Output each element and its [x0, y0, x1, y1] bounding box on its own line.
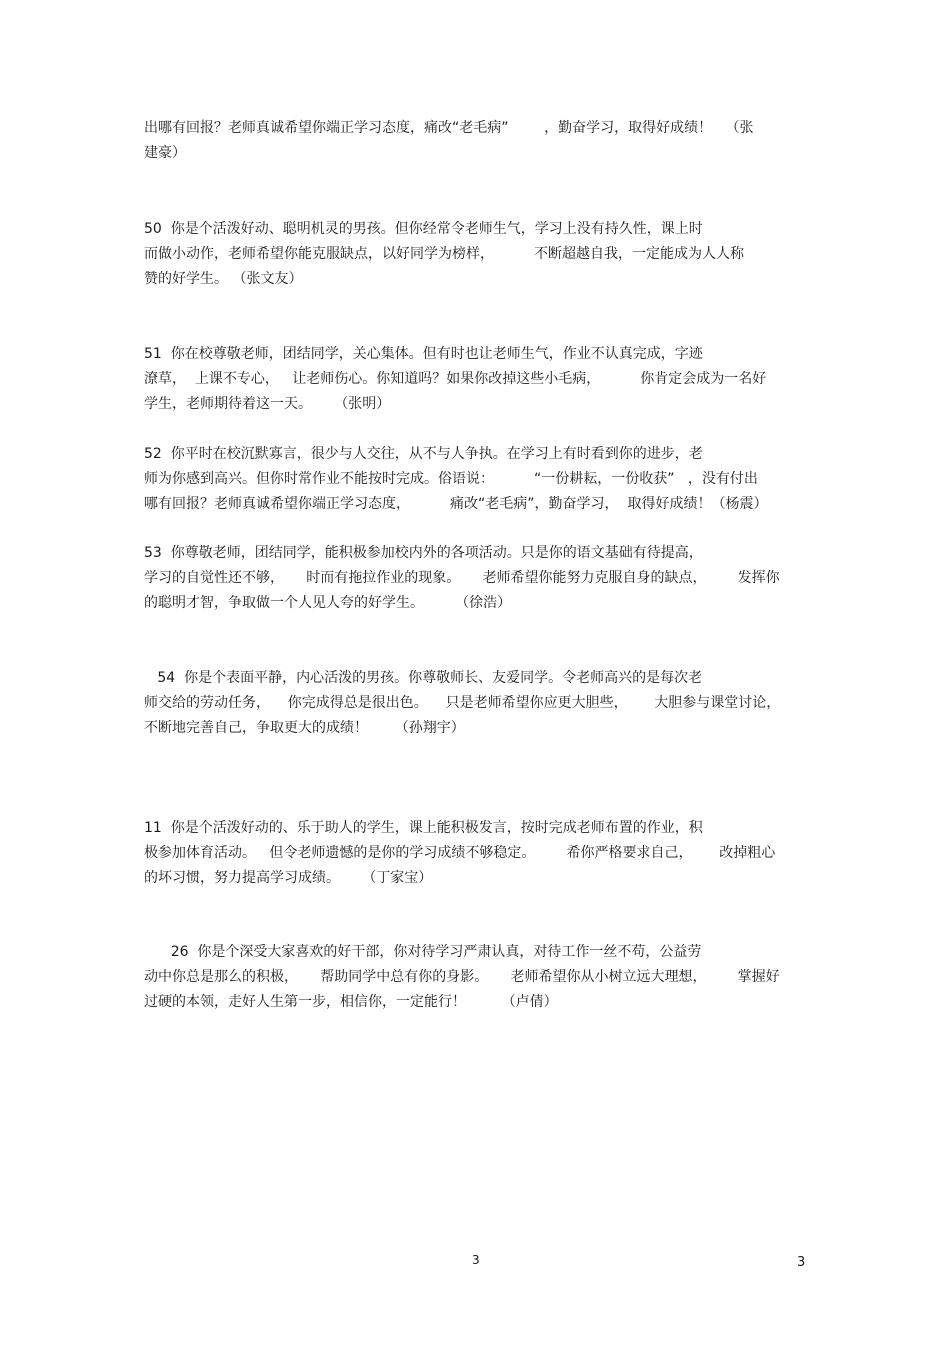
- paragraph-line: 50 你是个活泼好动、聪明机灵的男孩。但你经常令老师生气，学习上没有持久性，课上时: [144, 221, 703, 237]
- paragraph-line: 51 你在校尊敬老师，团结同学，关心集体。但有时也让老师生气，作业不认真完成，字迹: [144, 346, 703, 362]
- paragraph-line: 师交给的劳动任务， 你完成得总是很出色。 只是老师希望你应更大胆些， 大胆参与课堂讨论，: [144, 695, 781, 711]
- paragraph-line: 过硬的本领，走好人生第一步，相信你，一定能行！ （卢倩）: [144, 994, 558, 1010]
- comment-paragraph: [144, 217, 824, 292]
- paragraph-line: 54 你是个表面平静，内心活泼的男孩。你尊敬师长、友爱同学。令老师高兴的是每次老: [144, 670, 703, 686]
- paragraph-line: 出哪有回报？老师真诚希望你端正学习态度，痛改“老毛病” ，勤奋学习，取得好成绩！ （张: [144, 120, 754, 136]
- paragraph-line: 哪有回报？老师真诚希望你端正学习态度， 痛改“老毛病”，勤奋学习， 取得好成绩！（杨震）: [144, 496, 768, 512]
- comment-paragraph: [144, 442, 824, 517]
- paragraph-line: 53 你尊敬老师，团结同学，能积极参加校内外的各项活动。只是你的语文基础有待提高，: [144, 545, 703, 561]
- paragraph-line: 极参加体育活动。 但令老师遗憾的是你的学习成绩不够稳定。 希你严格要求自己， 改掉粗心: [144, 845, 776, 861]
- paragraph-line: 的坏习惯，努力提高学习成绩。 （丁家宝）: [144, 870, 433, 886]
- page-number-right: 3: [797, 1255, 806, 1270]
- paragraph-line: 而做小动作，老师希望你能克服缺点，以好同学为榜样， 不断超越自我，一定能成为人人称: [144, 246, 745, 262]
- page-number-center: 3: [472, 1253, 480, 1267]
- paragraph-line: 师为你感到高兴。但你时常作业不能按时完成。俗语说： “一份耕耘，一份收获” ，没有付出: [144, 471, 758, 487]
- paragraph-line: 建豪）: [144, 145, 186, 161]
- paragraph-line: 赞的好学生。 （张文友）: [144, 271, 303, 287]
- paragraph-line: 26 你是个深受大家喜欢的好干部，你对待学习严肃认真，对待工作一丝不苟，公益劳: [144, 944, 702, 960]
- paragraph-line: 的聪明才智，争取做一个人见人夸的好学生。 （徐浩）: [144, 595, 512, 611]
- paragraph-line: 潦草， 上课不专心， 让老师伤心。你知道吗？如果你改掉这些小毛病， 你肯定会成为一名好: [144, 371, 767, 387]
- paragraph-line: 动中你总是那么的积极， 帮助同学中总有你的身影。 老师希望你从小树立远大理想， 掌握好: [144, 969, 780, 985]
- paragraph-line: 52 你平时在校沉默寡言，很少与人交往，从不与人争执。在学习上有时看到你的进步，老: [144, 446, 703, 462]
- comment-paragraph: [144, 541, 824, 616]
- comment-paragraph: [144, 816, 824, 891]
- paragraph-line: 学生，老师期待着这一天。 （张明）: [144, 396, 391, 412]
- paragraph-line: 学习的自觉性还不够， 时而有拖拉作业的现象。 老师希望你能努力克服自身的缺点， 发挥你: [144, 570, 780, 586]
- comment-paragraph: [144, 940, 824, 1015]
- paragraph-line: 不断地完善自己，争取更大的成绩！ （孙翔宇）: [144, 720, 465, 736]
- comment-paragraph: [144, 342, 824, 417]
- comment-paragraph: [144, 116, 824, 166]
- comment-paragraph: [144, 666, 824, 741]
- paragraph-line: 11 你是个活泼好动的、乐于助人的学生，课上能积极发言，按时完成老师布置的作业，积: [144, 820, 703, 836]
